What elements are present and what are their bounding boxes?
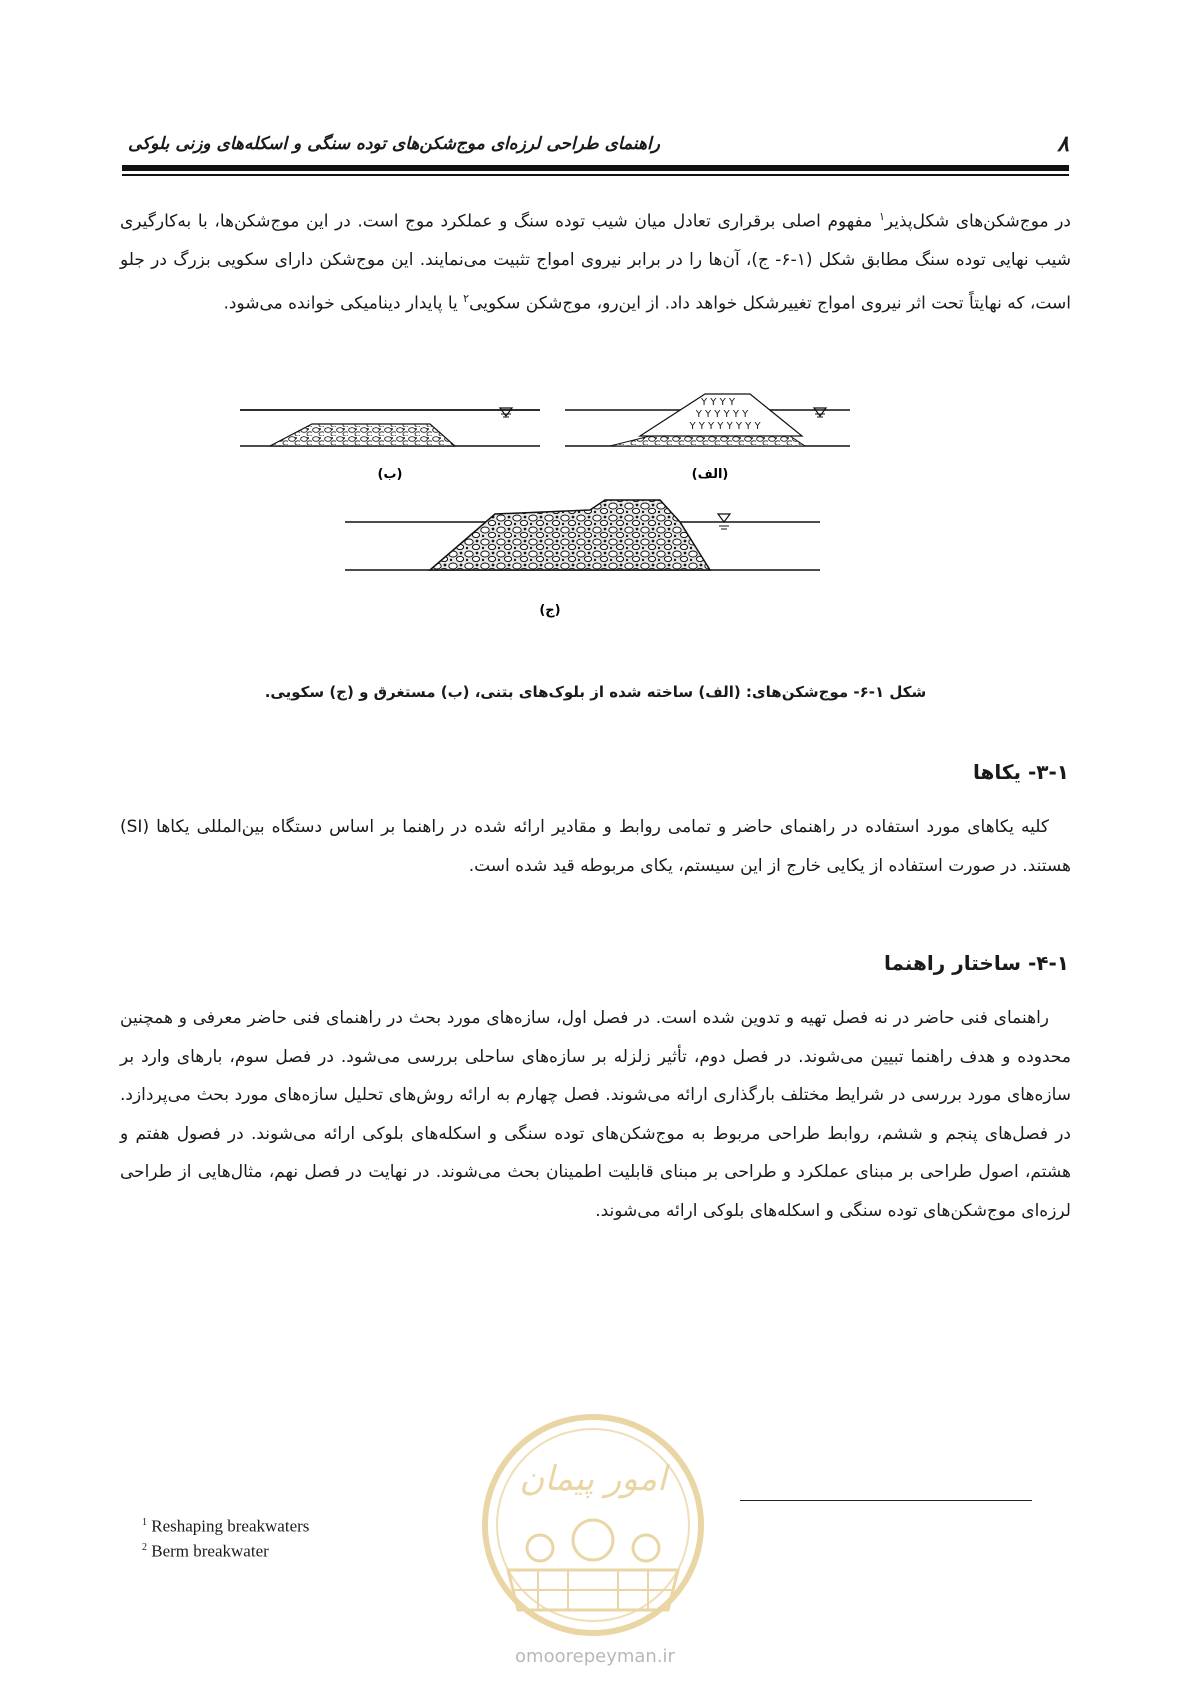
section-3-body: کلیه یکاهای مورد استفاده در راهنمای حاضر و تمامی روابط و مقادیر ارائه شده در راهنما بر اساس دستگاه بین‌المللی یکاها (SI) هستند. در صورت استفاده از یکایی خارج از این سیستم، یکای مربوطه قید شده است. — [120, 817, 1071, 876]
figure-panel-alef — [565, 394, 850, 446]
figure-panel-b — [240, 408, 540, 446]
section-4-body: راهنمای فنی حاضر در نه فصل تهیه و تدوین شده است. در فصل اول، سازه‌های مورد بحث در راهنمای فنی حاضر معرفی و همچنین محدوده و هدف راهنما تبیین می‌شوند. در فصل دوم، تأثیر زلزله بر سازه‌های ساحلی بررسی می‌شود. در فصل سوم، بارهای وارد بر سازه‌های مورد بررسی در شرایط مختلف بارگذاری ارائه می‌شوند. فصل چهارم به ارائه روش‌های تحلیل سازه‌های مورد بحث می‌پردازد. در فصل‌های پنجم و ششم، روابط طراحی مربوط به موج‌شکن‌های توده سنگی و اسکله‌های بلوکی ارائه می‌شوند. در فصول هفتم و هشتم، اصول طراحی بر مبنای عملکرد و طراحی بر مبنای قابلیت اطمینان بحث می‌شوند. در نهایت در فصل نهم، مثال‌هایی از طراحی لرزه‌ای موج‌شکن‌های توده سنگی و اسکله‌های بلوکی ارائه می‌شوند. — [120, 1008, 1071, 1221]
section-4-heading: ۴-۱- ساختار راهنما — [883, 951, 1069, 975]
footnotes — [142, 1512, 309, 1561]
watermark-logo — [478, 1410, 708, 1640]
intro-text-3: یا پایدار دینامیکی خوانده می‌شود. — [223, 293, 464, 314]
figure-panel-j — [345, 500, 820, 570]
intro-paragraph — [120, 198, 1071, 323]
header-rule-thin — [122, 174, 1069, 176]
running-header-title: راهنمای طراحی لرزه‌ای موج‌شکن‌های توده سنگی و اسکله‌های وزنی بلوکی — [128, 134, 660, 154]
footnote-2: $^2$ Berm breakwater — [142, 1541, 269, 1561]
figure-caption: شکل ۱-۶- موج‌شکن‌های: (الف) ساخته شده از بلوک‌های بتنی، (ب) مستغرق و (ج) سکویی. — [264, 683, 927, 701]
svg-text:Y Y Y Y: Y Y Y Y — [701, 397, 735, 408]
figure-label-alef: (الف) — [691, 467, 729, 482]
footnote-ref-2[interactable]: ۲ — [463, 291, 470, 305]
header-rule-thick — [122, 165, 1069, 171]
intro-text-1: در موج‌شکن‌های شکل‌پذیر — [884, 211, 1072, 232]
svg-text:Y Y Y Y Y Y Y Y: Y Y Y Y Y Y Y Y — [689, 421, 761, 432]
svg-text:Y Y Y Y Y Y: Y Y Y Y Y Y — [695, 409, 749, 420]
page-number: ۸ — [1057, 132, 1069, 157]
footnote-separator — [740, 1500, 1032, 1501]
footnote-ref-1[interactable]: ۱ — [878, 210, 885, 223]
section-3-heading: ۳-۱- یکاها — [972, 760, 1069, 784]
figure-label-j: (ج) — [539, 603, 561, 618]
watermark-logo-text: امور پیمان — [519, 1459, 667, 1499]
intro-text-2: مفهوم اصلی برقراری تعادل میان شیب توده سنگ و عملکرد موج است. در این موج‌شکن‌ها، با به‌کارگیری شیب نهایی توده سنگ مطابق شکل (۱-۶- ج)، آن‌ها را در برابر نیروی امواج تثبیت می‌نمایند. این موج‌شکن دارای سکویی بزرگ در جلو است، که نهایتاً تحت اثر نیروی امواج تغییرشکل خواهد داد. از این‌رو، موج‌شکن سکویی — [120, 211, 1071, 314]
breakwater-figure — [240, 397, 940, 690]
figure-label-b: (ب) — [377, 467, 403, 482]
watermark-url[interactable]: omoorepeyman.ir — [515, 1646, 675, 1667]
footnote-1: $^1$ Reshaping breakwaters — [142, 1516, 310, 1536]
